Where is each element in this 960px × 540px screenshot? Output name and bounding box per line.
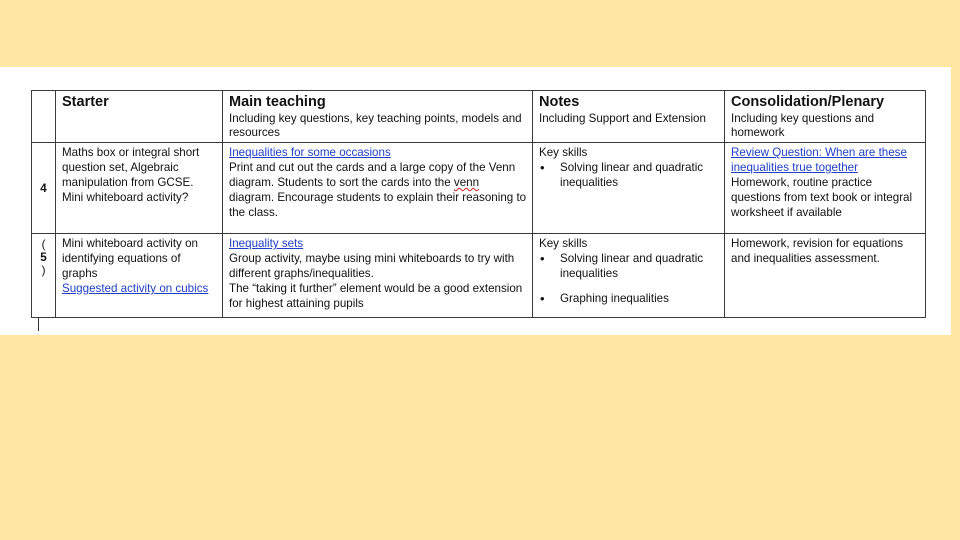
starter-text: Mini whiteboard activity on identifying equations of graphs — [62, 237, 198, 280]
row-number-part: 5 — [40, 251, 47, 264]
table-row — [32, 143, 926, 234]
starter-line: manipulation from GCSE. — [62, 176, 194, 189]
notes-cell — [533, 234, 725, 318]
header-notes-subtitle: Including Support and Extension — [539, 112, 706, 125]
list-item: • Solving linear and quadratic inequalities — [539, 251, 719, 281]
starter-cell — [56, 143, 223, 234]
lesson-plan-table — [31, 90, 926, 318]
text-cursor — [38, 317, 39, 331]
key-skills-label: Key skills — [539, 146, 588, 159]
document-page — [0, 67, 951, 335]
row-number — [32, 234, 56, 318]
header-main-teaching — [223, 91, 533, 143]
main-text-part: diagram. Encourage students to explain their reasoning to the class. — [229, 191, 527, 219]
header-starter-title: Starter — [62, 94, 109, 110]
suggested-activity-on-cubics-link[interactable]: Suggested activity on cubics — [62, 282, 209, 295]
main-teaching-text — [229, 161, 526, 219]
main-teaching-cell — [223, 143, 533, 234]
consolidation-text: Homework, routine practice questions from text book or integral worksheet if available — [731, 176, 913, 219]
table-row — [32, 234, 926, 318]
consolidation-text: Homework, revision for equations and inequalities assessment. — [731, 237, 904, 265]
skills-list — [539, 160, 719, 190]
header-number-cell — [32, 91, 56, 143]
starter-line: question set, Algebraic — [62, 161, 179, 174]
notes-cell — [533, 143, 725, 234]
review-question-link[interactable]: Review Question: When are these inequalities true together — [731, 146, 907, 174]
inequality-sets-link[interactable]: Inequality sets — [229, 237, 304, 250]
key-skills-label: Key skills — [539, 237, 588, 250]
main-teaching-cell — [223, 234, 533, 318]
row-number-part: ) — [41, 264, 46, 277]
consolidation-cell — [725, 234, 926, 318]
starter-line: Maths box or integral short — [62, 146, 200, 159]
inequalities-for-some-occasions-link[interactable]: Inequalities for some occasions — [229, 146, 391, 159]
starter-line: Mini whiteboard activity? — [62, 191, 189, 204]
list-item: • Solving linear and quadratic inequalities — [539, 160, 719, 190]
header-main-title: Main teaching — [229, 94, 326, 110]
header-consolidation-title: Consolidation/Plenary — [731, 94, 885, 110]
main-teaching-text: The “taking it further” element would be a good extension for highest attaining pupils — [229, 282, 523, 310]
header-notes — [533, 91, 725, 143]
consolidation-cell — [725, 143, 926, 234]
header-starter — [56, 91, 223, 143]
starter-cell — [56, 234, 223, 318]
skills-list — [539, 251, 719, 306]
misspelled-word: venn — [453, 176, 480, 189]
row-number-part: ( — [41, 238, 46, 251]
row-number: 4 — [32, 143, 56, 234]
header-notes-title: Notes — [539, 94, 580, 110]
header-main-subtitle: Including key questions, key teaching points, models and resources — [229, 112, 522, 139]
list-item: • Graphing inequalities — [539, 291, 719, 306]
header-consolidation-subtitle: Including key questions and homework — [731, 112, 875, 139]
header-consolidation — [725, 91, 926, 143]
main-text-part: Print and cut out the cards and a large copy of the Venn diagram. Students to sort the cards into the — [229, 161, 516, 189]
main-teaching-text: Group activity, maybe using mini whiteboards to try with different graphs/inequalities. — [229, 252, 515, 280]
header-row — [32, 91, 926, 143]
